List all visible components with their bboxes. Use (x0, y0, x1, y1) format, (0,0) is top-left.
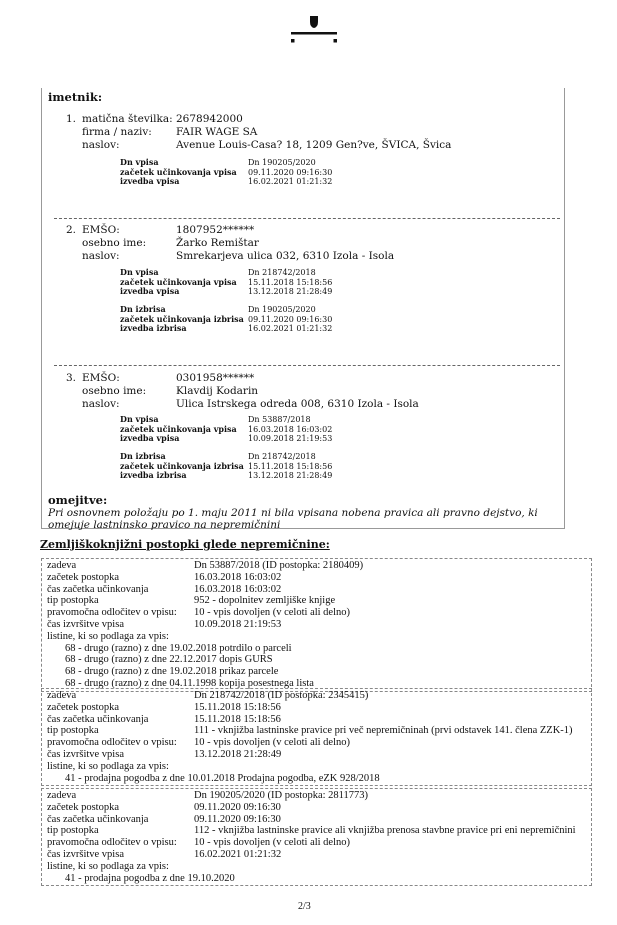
field-label: osebno ime: (82, 237, 147, 249)
field-label: EMŠO: (82, 372, 120, 384)
field-value: 0301958****** (176, 372, 255, 384)
meta-label: Dn vpisa (120, 414, 159, 424)
court-emblem-icon (290, 14, 338, 44)
meta-value: 16.02.2021 01:21:32 (248, 177, 333, 186)
holders-title: imetnik: (48, 90, 103, 104)
proc-value: 15.11.2018 15:18:56 (194, 701, 281, 713)
proc-value: 10 - vpis dovoljen (v celoti ali delno) (194, 607, 351, 619)
proc-value: 13.12.2018 21:28:49 (194, 748, 282, 760)
field-label: matična številka: (82, 113, 173, 125)
meta-value: 13.12.2018 21:28:49 (248, 471, 333, 480)
meta-label: izvedba izbrisa (120, 470, 187, 480)
proc-label: čas začetka učinkovanja (47, 583, 149, 595)
proc-value: 15.11.2018 15:18:56 (194, 713, 281, 725)
proc-document: 68 - drugo (razno) z dne 19.02.2018 potrdilo o parceli (65, 642, 292, 654)
proc-value: 10.09.2018 21:19:53 (194, 618, 282, 630)
field-value: Klavdij Kodarin (176, 385, 259, 397)
field-label: naslov: (82, 250, 120, 262)
field-label: naslov: (82, 139, 120, 151)
proc-value: 16.02.2021 01:21:32 (194, 848, 282, 860)
proc-label: pravomočna odločitev o vpisu: (47, 737, 177, 749)
meta-label: začetek učinkovanja vpisa (120, 166, 237, 177)
meta-label: izvedba izbrisa (120, 323, 187, 333)
meta-label: Dn vpisa (120, 157, 159, 167)
meta-label: začetek učinkovanja izbrisa (120, 313, 244, 324)
meta-value: Dn 218742/2018 (248, 452, 316, 461)
proc-label: listine, ki so podlaga za vpis: (47, 760, 169, 772)
proc-value: 952 - dopolnitev zemljiške knjige (194, 595, 336, 607)
field-value: Avenue Louis-Casa? 18, 1209 Gen?ve, ŠVICA, Švica (176, 139, 452, 151)
field-value: Ulica Istrskega odreda 008, 6310 Izola - Isola (176, 398, 419, 410)
meta-value: 16.02.2021 01:21:32 (248, 324, 333, 333)
meta-value: 13.12.2018 21:28:49 (248, 287, 333, 296)
meta-value: 16.03.2018 16:03:02 (248, 424, 333, 434)
field-label: osebno ime: (82, 385, 147, 397)
field-value: 2678942000 (176, 113, 243, 125)
proc-label: listine, ki so podlaga za vpis: (47, 630, 169, 642)
field-label: firma / naziv: (82, 126, 152, 138)
proc-document: 68 - drugo (razno) z dne 22.12.2017 dopis GURS (65, 654, 273, 666)
field-label: EMŠO: (82, 224, 120, 236)
field-value: Smrekarjeva ulica 032, 6310 Izola - Isola (176, 250, 395, 262)
meta-value: Dn 190205/2020 (248, 158, 316, 167)
meta-label: Dn izbrisa (120, 451, 166, 461)
proc-label: listine, ki so podlaga za vpis: (47, 860, 169, 872)
field-value: 1807952****** (176, 224, 255, 236)
holder-number: 2. (66, 224, 77, 236)
proc-document: 68 - drugo (razno) z dne 19.02.2018 prikaz parcele (65, 666, 279, 678)
proc-value: 112 - vknjižba lastninske pravice ali vknjižba prenosa stavbne pravice pri eni nepremičnini (194, 825, 576, 837)
proc-label: začetek postopka (47, 701, 120, 713)
proc-label: pravomočna odločitev o vpisu: (47, 837, 177, 849)
meta-value: 09.11.2020 09:16:30 (248, 314, 333, 324)
meta-value: Dn 218742/2018 (248, 268, 316, 277)
proc-label: čas izvršitve vpisa (47, 748, 124, 760)
proc-label: tip postopka (47, 595, 99, 607)
proc-document: 41 - prodajna pogodba z dne 10.01.2018 Prodajna pogodba, eZK 928/2018 (65, 772, 380, 784)
meta-value: 10.09.2018 21:19:53 (248, 434, 333, 443)
proc-label: čas začetka učinkovanja (47, 813, 149, 825)
restrictions-title: omejitve: (48, 493, 108, 507)
procedure-box-3 (41, 788, 592, 886)
proc-value: 09.11.2020 09:16:30 (194, 813, 281, 825)
meta-label: izvedba vpisa (120, 286, 180, 296)
proc-label: čas izvršitve vpisa (47, 848, 124, 860)
field-label: naslov: (82, 398, 120, 410)
procedure-box-1 (41, 558, 592, 692)
holder-number: 3. (66, 372, 77, 384)
proc-label: začetek postopka (47, 801, 120, 813)
meta-label: začetek učinkovanja vpisa (120, 423, 237, 434)
page-number: 2/3 (298, 901, 311, 912)
restrictions-text: Pri osnovnem položaju po 1. maju 2011 ni bila vpisana nobena pravica ali pravno dejstvo, ki omejuje lastninsko pravico na nepremičnini (48, 507, 538, 531)
proc-document: 41 - prodajna pogodba z dne 19.10.2020 (65, 872, 235, 884)
proc-value: Dn 53887/2018 (ID postopka: 2180409) (194, 560, 364, 571)
proc-value: 09.11.2020 09:16:30 (194, 801, 281, 813)
field-value: FAIR WAGE SA (176, 126, 258, 138)
proc-label: zadeva (47, 560, 77, 571)
proc-label: pravomočna odločitev o vpisu: (47, 607, 177, 619)
meta-value: 15.11.2018 15:18:56 (248, 461, 333, 471)
meta-label: začetek učinkovanja vpisa (120, 276, 237, 287)
proc-label: tip postopka (47, 825, 99, 837)
proc-value: Dn 218742/2018 (ID postopka: 2345415) (194, 690, 369, 701)
proc-value: 111 - vknjižba lastninske pravice pri več nepremičninah (prvi odstavek 141. člena ZZK-1) (194, 725, 573, 737)
meta-value: 09.11.2020 09:16:30 (248, 167, 333, 177)
meta-value: 15.11.2018 15:18:56 (248, 277, 333, 287)
meta-label: Dn vpisa (120, 267, 159, 277)
meta-label: Dn izbrisa (120, 304, 166, 314)
procedure-box-2 (41, 688, 592, 786)
entry-separator (54, 218, 560, 219)
proc-document: 68 - drugo (razno) z dne 04.11.1998 kopija posestnega lista (65, 677, 314, 689)
proc-label: čas izvršitve vpisa (47, 618, 124, 630)
meta-value: Dn 190205/2020 (248, 305, 316, 314)
meta-value: Dn 53887/2018 (248, 415, 311, 424)
field-value: Žarko Remištar (176, 237, 259, 249)
meta-label: izvedba vpisa (120, 176, 180, 186)
procedures-title: Zemljiškoknjižni postopki glede nepremičnine: (40, 538, 330, 551)
proc-label: zadeva (47, 790, 77, 801)
proc-value: 10 - vpis dovoljen (v celoti ali delno) (194, 737, 351, 749)
proc-label: začetek postopka (47, 571, 120, 583)
proc-value: Dn 190205/2020 (ID postopka: 2811773) (194, 790, 369, 801)
proc-value: 10 - vpis dovoljen (v celoti ali delno) (194, 837, 351, 849)
proc-label: tip postopka (47, 725, 99, 737)
proc-label: čas začetka učinkovanja (47, 713, 149, 725)
proc-label: zadeva (47, 690, 77, 701)
entry-separator (54, 365, 560, 366)
meta-label: izvedba vpisa (120, 433, 180, 443)
holder-number: 1. (66, 113, 77, 125)
proc-value: 16.03.2018 16:03:02 (194, 571, 282, 583)
proc-value: 16.03.2018 16:03:02 (194, 583, 282, 595)
meta-label: začetek učinkovanja izbrisa (120, 460, 244, 471)
